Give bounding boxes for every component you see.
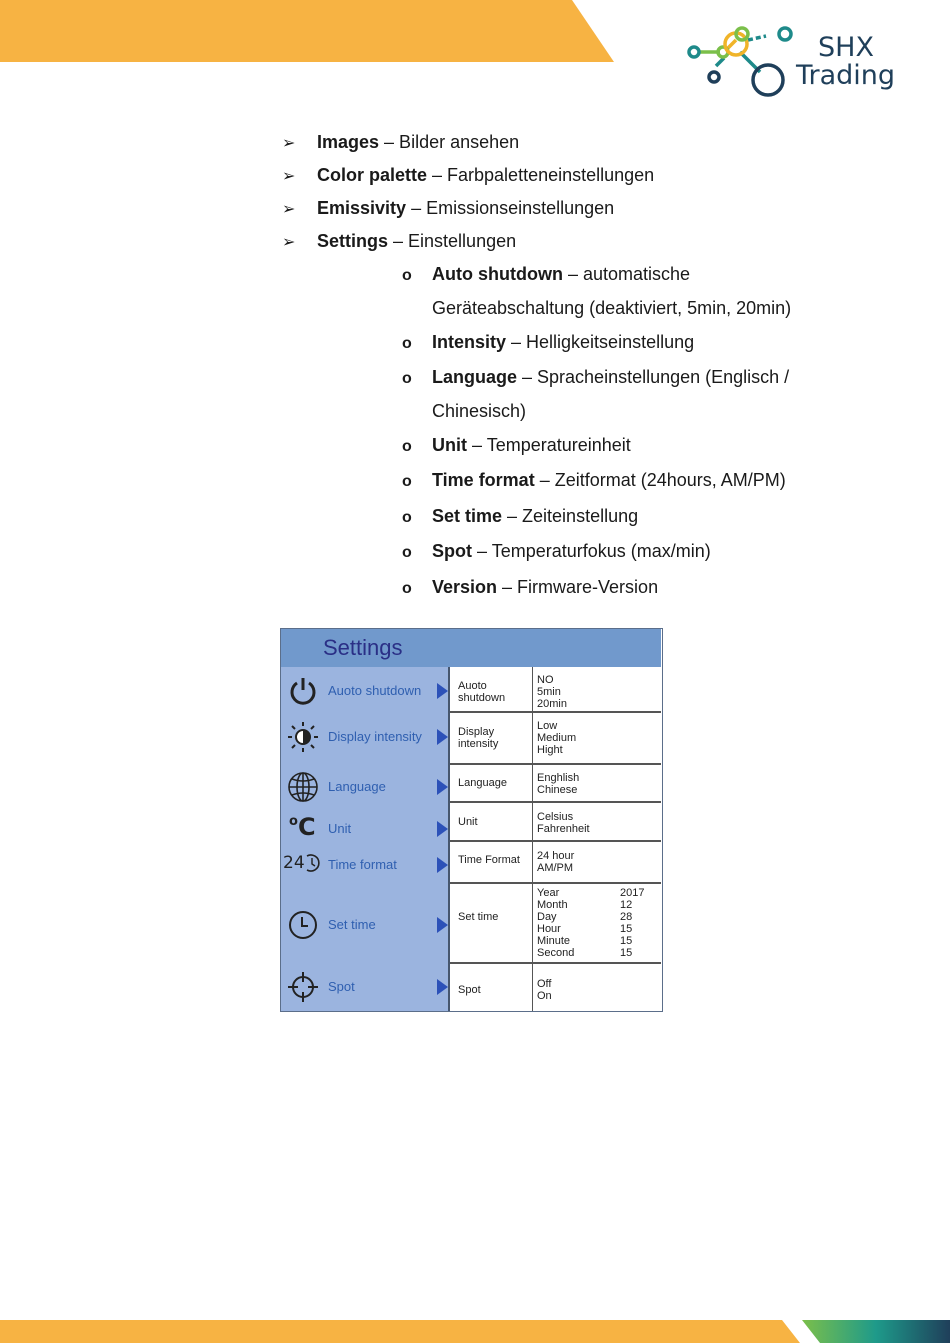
row-options: Low Medium Hight	[537, 720, 577, 756]
menu-item-language	[281, 767, 450, 807]
row-name: Spot	[458, 984, 481, 996]
item-desc: – Einstellungen	[388, 231, 517, 251]
sub-list-item	[402, 367, 789, 388]
circle-bullet-icon: o	[402, 267, 412, 284]
settings-menu	[281, 667, 450, 1011]
sub-list-item	[402, 332, 694, 353]
menu-item-display-intensity	[281, 717, 450, 757]
triangle-right-icon	[437, 917, 448, 933]
brand-logo-text	[796, 34, 895, 90]
settings-screenshot	[280, 628, 663, 1012]
row-name: Auoto shutdown	[458, 680, 506, 704]
table-row	[450, 803, 661, 842]
arrow-bullet-icon: ➢	[282, 232, 296, 251]
item-term: Auto shutdown	[432, 264, 563, 284]
row-name-cell	[450, 765, 533, 801]
menu-item-spot	[281, 967, 450, 1007]
item-term: Version	[432, 577, 498, 597]
table-row	[450, 964, 661, 1011]
menu-item-time-format	[281, 845, 450, 885]
item-desc: – Zeiteinstellung	[502, 506, 639, 526]
item-term: Emissivity	[317, 198, 407, 218]
item-term: Time format	[432, 470, 535, 490]
celsius-glyph: C	[297, 813, 316, 841]
table-row	[450, 884, 661, 964]
clock-icon	[287, 909, 319, 941]
item-term: Intensity	[432, 332, 507, 352]
item-desc: – Firmware-Version	[497, 577, 659, 597]
item-term: Color palette	[317, 165, 428, 185]
circle-bullet-icon: o	[402, 544, 412, 561]
row-name-cell	[450, 842, 533, 882]
brightness-icon	[287, 721, 319, 753]
circle-bullet-icon: o	[402, 580, 412, 597]
table-row	[450, 842, 661, 884]
circle-bullet-icon: o	[402, 438, 412, 455]
degree-glyph: o	[289, 814, 298, 829]
row-options: Celsius Fahrenheit	[537, 811, 590, 835]
menu-item-label: Spot	[328, 979, 355, 994]
row-name: Set time	[458, 911, 499, 923]
circle-bullet-icon: o	[402, 335, 412, 352]
sub-list-item	[402, 435, 631, 456]
row-name-cell	[450, 884, 533, 962]
triangle-right-icon	[437, 729, 448, 745]
settings-title: Settings	[323, 635, 403, 660]
item-desc: – Emissionseinstellungen	[406, 198, 615, 218]
row-options: Enghlish Chinese	[537, 772, 580, 796]
menu-item-unit	[281, 809, 450, 849]
clock-24-icon	[283, 853, 305, 873]
menu-item-label: Auoto shutdown	[328, 683, 422, 698]
circle-bullet-icon: o	[402, 509, 412, 526]
item-term: Images	[317, 132, 380, 152]
celsius-icon	[289, 813, 316, 841]
brand-line-1: SHX	[818, 32, 874, 63]
globe-icon	[287, 771, 319, 803]
footer-band	[0, 1320, 950, 1343]
item-desc: – automatische	[562, 264, 691, 284]
item-desc: – Bilder ansehen	[379, 132, 520, 152]
row-name: Unit	[458, 816, 478, 828]
brand-line-2: Trading	[796, 60, 896, 91]
arrow-bullet-icon: ➢	[282, 166, 296, 185]
table-row	[450, 713, 661, 765]
item-desc: – Spracheinstellungen (Englisch /	[517, 367, 790, 387]
settings-header	[281, 629, 661, 667]
row-name-cell	[450, 803, 533, 840]
circle-bullet-icon: o	[402, 473, 412, 490]
menu-item-label: Unit	[328, 821, 352, 836]
menu-item-set-time	[281, 905, 450, 945]
row-name: Time Format	[458, 854, 520, 866]
triangle-right-icon	[437, 821, 448, 837]
row-options: Year Month Day Hour Minute Second	[537, 887, 575, 959]
sub-list-item	[402, 506, 638, 527]
crosshair-icon	[287, 971, 319, 1003]
item-desc: – Farbpaletteneinstellungen	[427, 165, 655, 185]
settings-options-table	[450, 667, 661, 1011]
row-options: Off On	[537, 978, 552, 1002]
clock-24-glyph: 24	[283, 853, 305, 873]
triangle-right-icon	[437, 979, 448, 995]
item-term: Unit	[432, 435, 467, 455]
item-desc: – Zeitformat (24hours, AM/PM)	[534, 470, 786, 490]
row-options: 24 hour AM/PM	[537, 850, 575, 874]
row-name: Language	[458, 777, 507, 789]
item-desc: – Temperatureinheit	[467, 435, 631, 455]
menu-item-auto-shutdown	[281, 671, 450, 711]
item-term: Language	[432, 367, 518, 387]
sub-list-item	[402, 577, 658, 598]
menu-item-label: Language	[328, 779, 386, 794]
sub-list-item-continuation: Geräteabschaltung (deaktiviert, 5min, 20min)	[432, 298, 792, 318]
row-values: 2017 12 28 15 15 15	[620, 887, 645, 959]
sub-list-item-continuation: Chinesisch)	[432, 401, 527, 421]
list-item	[282, 231, 516, 252]
list-item	[282, 132, 519, 153]
clock-24-arc-icon	[303, 853, 321, 873]
list-item	[282, 165, 654, 186]
power-icon	[287, 675, 319, 707]
item-desc: – Helligkeitseinstellung	[506, 332, 695, 352]
table-row	[450, 765, 661, 803]
triangle-right-icon	[437, 779, 448, 795]
triangle-right-icon	[437, 857, 448, 873]
item-term: Spot	[432, 541, 472, 561]
menu-item-label: Set time	[328, 917, 376, 932]
menu-item-label: Time format	[328, 857, 397, 872]
sub-list-item	[402, 470, 786, 491]
row-options: NO 5min 20min	[537, 674, 567, 710]
menu-item-label: Display intensity	[328, 729, 422, 744]
circle-bullet-icon: o	[402, 370, 412, 387]
row-name: Display intensity	[458, 726, 499, 750]
item-desc: – Temperaturfokus (max/min)	[472, 541, 711, 561]
row-name-cell	[450, 964, 533, 1011]
sub-list-item	[402, 264, 690, 285]
arrow-bullet-icon: ➢	[282, 199, 296, 218]
table-row	[450, 667, 661, 713]
arrow-bullet-icon: ➢	[282, 133, 296, 152]
item-term: Set time	[432, 506, 503, 526]
item-term: Settings	[317, 231, 389, 251]
triangle-right-icon	[437, 683, 448, 699]
list-item	[282, 198, 614, 219]
sub-list-item	[402, 541, 711, 562]
row-name-cell	[450, 667, 533, 711]
row-name-cell	[450, 713, 533, 763]
